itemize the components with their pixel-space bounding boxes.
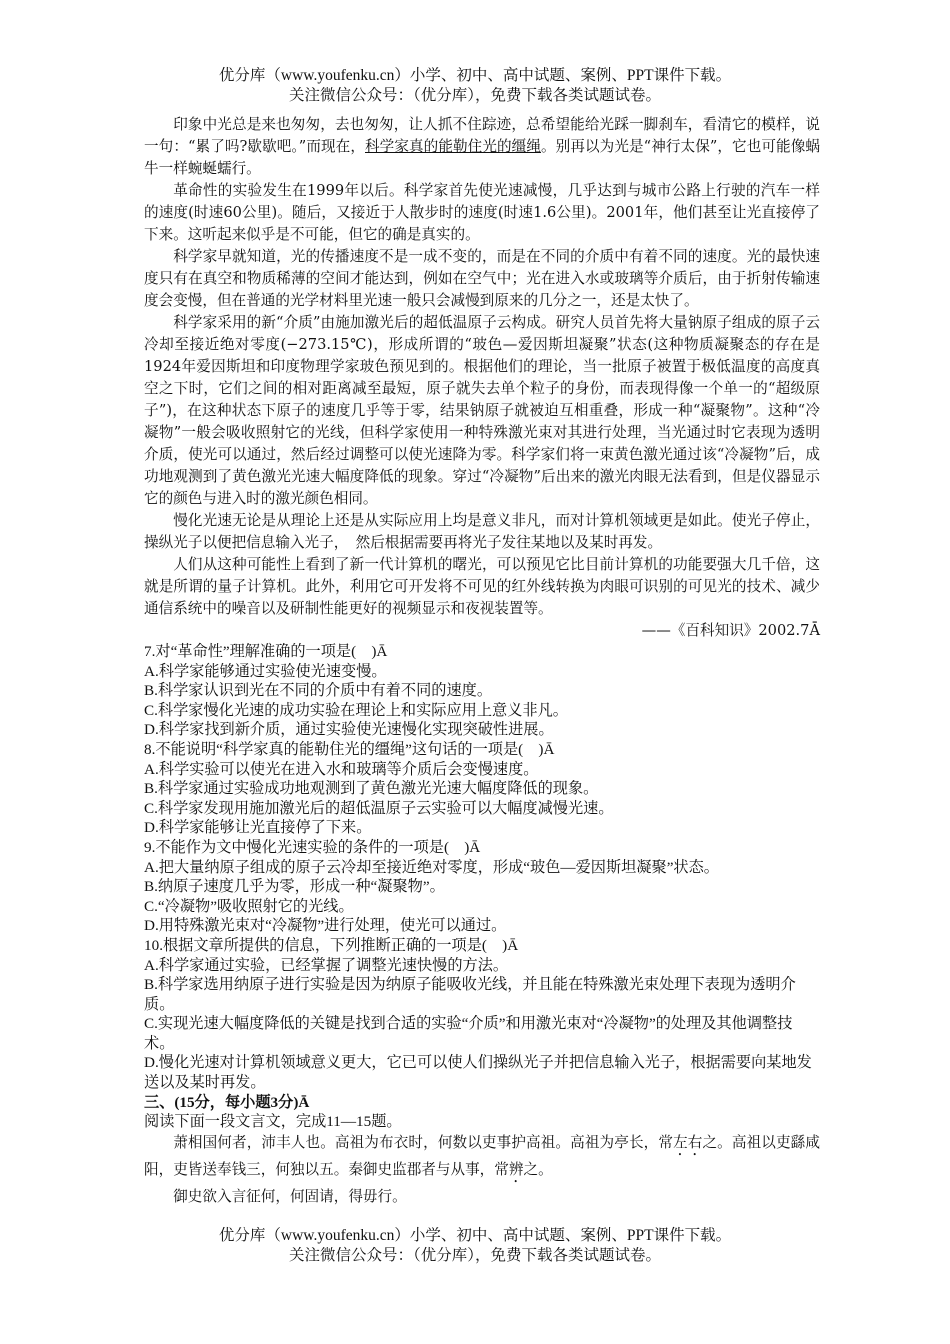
article-source: ——《百科知识》2002.7Ā bbox=[641, 622, 820, 639]
question-10-option-c: C.实现光速大幅度降低的关键是找到合适的实验“介质”和用激光束对“冷凝物”的处理及其他调整技术。 bbox=[144, 1015, 793, 1052]
cp1-text-b: 之。高祖以吏繇咸阳，吏皆送奉钱三，何独以五。秦御史监郡者与从事，常 bbox=[144, 1133, 820, 1178]
cp1-dotted-word-2: 辨 bbox=[508, 1160, 524, 1178]
footer-line-1: 优分库（www.youfenku.cn）小学、初中、高中试题、案例、PPT课件下载。 bbox=[218, 1227, 732, 1244]
footer-line-2: 关注微信公众号：（优分库），免费下载各类试题试卷。 bbox=[288, 1247, 661, 1264]
question-8-option-a: A.科学实验可以使光在进入水和玻璃等介质后会变慢速度。 bbox=[144, 760, 539, 778]
cp1-dotted-word-1: 左右 bbox=[673, 1133, 703, 1151]
question-10-option-a: A.科学家通过实验，已经掌握了调整光速快慢的方法。 bbox=[144, 956, 509, 974]
article-paragraph-3: 科学家早就知道，光的传播速度不是一成不变的，而是在不同的介质中有着不同的速度。光的最快速度只有在真空和物质稀薄的空间才能达到，例如在空气中；光在进入水或玻璃等介质后，由于折射传输速度会变慢，但在普通的光学材料里光速一般只会减慢到原来的几分之一，还是太快了。 bbox=[144, 248, 820, 309]
classical-paragraph-1 bbox=[144, 1132, 820, 1186]
question-8-option-c: C.科学家发现用施加激光后的超低温原子云实验可以大幅度减慢光速。 bbox=[144, 799, 614, 817]
cp1-text-a: 萧相国何者，沛丰人也。高祖为布衣时，何数以吏事护高祖。高祖为亭长，常 bbox=[173, 1133, 674, 1151]
question-9-option-b: B.纳原子速度几乎为零，形成一种“凝聚物”。 bbox=[144, 878, 445, 896]
question-10-option-b: B.科学家选用纳原子进行实验是因为纳原子能吸收光线，并且能在特殊激光束处理下表现为透明介质。 bbox=[144, 976, 796, 1013]
header-line-2: 关注微信公众号：（优分库），免费下载各类试题试卷。 bbox=[288, 87, 661, 104]
question-7-option-c: C.科学家慢化光速的成功实验在理论上和实际应用上意义非凡。 bbox=[144, 701, 568, 719]
question-7-stem: 7.对“革命性”理解准确的一项是( )Ā bbox=[144, 643, 388, 660]
p1-text-a: 印象中光总是来也匆匆，去也匆匆，让人抓不住踪迹，总希望能给光踩一脚刹车，看清它的模样，说一句：“累了吗?歇歇吧。”而现在， bbox=[144, 116, 820, 155]
question-9-option-a: A.把大量纳原子组成的原子云冷却至接近绝对零度，形成“玻色—爱因斯坦凝聚”状态。 bbox=[144, 858, 719, 876]
question-10-option-d: D.慢化光速对计算机领域意义更大，它已可以使人们操纵光子并把信息输入光子，根据需要向某地发送以及某时再发。 bbox=[144, 1054, 812, 1092]
question-9-option-d: D.用特殊激光束对“冷凝物”进行处理，使光可以通过。 bbox=[144, 917, 507, 935]
article-paragraph-4: 科学家采用的新“介质”由施加激光后的超低温原子云构成。研究人员首先将大量钠原子组成的原子云冷却至接近绝对零度(−273.15℃)，形成所谓的“玻色—爱因斯坦凝聚”状态(这种物质凝聚态的存在是1924年爱因斯坦和印度物理学家玻色预见到的。根据他们的理论，当一批原子被置于极低温度的高度真空之下时，它们之间的相对距离减至最短，原子就失去单个粒子的身份，而表现得像一个单一的“超级原子”)，在这种状态下原子的速度几乎等于零，结果钠原子就被迫互相重叠，形成一种“凝聚物”。这种“冷凝物”一般会吸收照射它的光线，但科学家使用一种特殊激光束对其进行处理，当光通过时它表现为透明介质，使光可以通过，然后经过调整可以使光速降为零。科学家们将一束黄色激光通过该“冷凝物”后，成功地观测到了黄色激光光速大幅度降低的现象。穿过“冷凝物”后出来的激光肉眼无法看到，但是仪器显示它的颜色与进入时的激光颜色相同。 bbox=[144, 314, 820, 507]
question-7-option-b: B.科学家认识到光在不同的介质中有着不同的速度。 bbox=[144, 682, 493, 700]
p1-text-b: 。别再以为光是“神行太保”，它也可能像蜗牛一样蜿蜒蠕行。 bbox=[144, 138, 820, 177]
question-9-option-c: C.“冷凝物”吸收照射它的光线。 bbox=[144, 897, 354, 915]
classical-paragraph-2: 御史欲入言征何，何固请，得毋行。 bbox=[173, 1187, 407, 1205]
article-paragraph-6: 人们从这种可能性上看到了新一代计算机的曙光，可以预见它比目前计算机的功能要强大几千倍，这就是所谓的量子计算机。此外，利用它可开发将不可见的红外线转换为肉眼可识别的可见光的技术、减少通信系统中的噪音以及研制性能更好的视频显示和夜视装置等。 bbox=[144, 556, 820, 617]
article-paragraph-5: 慢化光速无论是从理论上还是从实际应用上均是意义非凡，而对计算机领域更是如此。使光子停止，操纵光子以便把信息输入光子， 然后根据需要再将光子发往某地以及某时再发。 bbox=[144, 512, 820, 551]
page-header bbox=[0, 66, 950, 106]
question-10-stem: 10.根据文章所提供的信息，下列推断正确的一项是( )Ā bbox=[144, 936, 519, 954]
question-7-option-a: A.科学家能够通过实验使光速变慢。 bbox=[144, 662, 387, 680]
page-footer bbox=[0, 1226, 950, 1266]
header-line-1: 优分库（www.youfenku.cn）小学、初中、高中试题、案例、PPT课件下载。 bbox=[218, 67, 732, 84]
article-paragraph-1 bbox=[144, 114, 820, 180]
question-7-option-d: D.科学家找到新介质，通过实验使光速慢化实现突破性进展。 bbox=[144, 721, 554, 739]
question-8-stem: 8.不能说明“科学家真的能勒住光的缰绳”这句话的一项是( )Ā bbox=[144, 740, 555, 758]
question-8-option-d: D.科学家能够让光直接停了下来。 bbox=[144, 819, 372, 837]
cp1-text-c: 之。 bbox=[523, 1160, 553, 1178]
question-9-stem: 9.不能作为文中慢化光速实验的条件的一项是( )Ā bbox=[144, 838, 481, 856]
question-8-option-b: B.科学家通过实验成功地观测到了黄色激光光速大幅度降低的现象。 bbox=[144, 780, 599, 798]
section-3-instruction: 阅读下面一段文言文，完成11—15题。 bbox=[144, 1113, 402, 1131]
p1-underlined-phrase: 科学家真的能勒住光的缰绳 bbox=[365, 138, 541, 155]
article-paragraph-2: 革命性的实验发生在1999年以后。科学家首先使光速减慢，几乎达到与城市公路上行驶的汽车一样的速度(时速60公里)。随后，又接近于人散步时的速度(时速1.6公里)。2001年，他们甚至让光直接停了下来。这听起来似乎是不可能，但它的确是真实的。 bbox=[144, 182, 820, 243]
section-3-title: 三、(15分，每小题3分)Ā bbox=[144, 1093, 310, 1111]
document-body bbox=[144, 114, 820, 1208]
